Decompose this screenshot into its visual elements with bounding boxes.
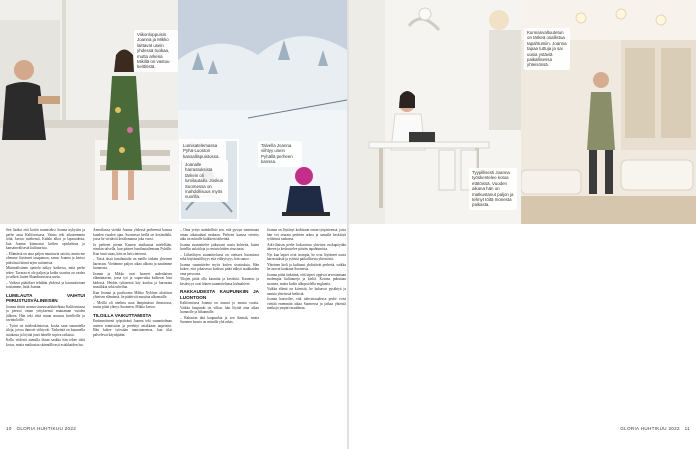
article-paragraph: Joanna suunnittelee jatkuvasti uusia kohteita, kuten hotellin aulatiloja ja ravintoloiden sisustusta. xyxy=(180,242,259,251)
magazine-name-right: GLORIA HUHTIKUU 2022 xyxy=(620,426,680,431)
article-paragraph: – Meillä oli unelma asua lämpimässä ilmastossa, mutta pitää yhteys Suomeen, Mikko kertoo. xyxy=(93,300,172,309)
kitchen-caption: Viikonloppuisin Joanna ja Mikko laittavat usein yhdessä ruokaa, mutta arkena Mikillä on vastuu keittiöstä. xyxy=(134,30,178,72)
snow-photo xyxy=(178,0,347,224)
article-column-4 xyxy=(267,228,346,420)
article-paragraph: – Elämässä on aina paljon muuttuvia asioita, mutta me olemme löytäneet tasapainon, sanoo Joanna ja kertoo pitävänsä kiinni arjen rutiineista. xyxy=(6,251,85,265)
article-paragraph: Nyt kun lapset ovat isompia, he ovat löytäneet uusia harrastuksia ja ystäviä paikallisesta yhteisöstä. xyxy=(267,252,346,261)
page-number-left: 10 xyxy=(6,426,12,431)
article-paragraph: Vaikka elämä on kiireistä, he haluavat pysähtyä ja nauttia yhteisistä hetkistä. xyxy=(267,287,346,296)
article-paragraph: Ja perheen pienin Kaaren matkustaa mielellään, etenkin talvella, kun pääsee lumilautailemaan Pyhälle. Kun lumi sataa, hän on heti rinteessä. xyxy=(93,242,172,256)
article-paragraph: – Tässä iässä lumilautailu on meille tärkein yhteinen harrastus. Vietämme paljon aikaa ulkona ja nautimme luonnosta. xyxy=(93,257,172,270)
footer-right xyxy=(620,426,690,431)
article-subheading: TILOILLA VAIKUTTAMISTA xyxy=(93,312,152,318)
article-paragraph: Kello viidestä aamulla iltaan saakka hän tekee töitä kotoa, mutta matkustaa säännöllisesti asiakkaiden luo. xyxy=(6,338,85,347)
snow-caption-3: Talvella Joanna viihtyy usein Pyhällä perheen kanssa. xyxy=(258,141,302,167)
article-paragraph: Kaliforniassa Joanna on asunut jo monta vuotta. Vaikka kaupunki on vilkas, hän löytää aina aikaa luonnolle ja liikunnalle. xyxy=(180,301,259,315)
article-paragraph: Yhteinen kieli ja kulttuuri yhdistävät perhettä, vaikka he asuvat kaukana Suomesta. xyxy=(267,262,346,271)
footer-left xyxy=(6,426,76,431)
snow-caption-1: Lumisatelemassa Pyhä-Luoston kansallispuistossa. xyxy=(180,141,226,161)
kitchen-photo xyxy=(0,0,178,224)
article-subheading: LUMILAUTA VAIHTUI PIIRUSTUSVÄLINEISIIN xyxy=(6,292,85,304)
office-caption: Tyypillisesti Joanna työskentelee kotoa etätöissä. Vuoden aikana hän on matkustanut paljon ja tehnyt töitä monesta paikasta. xyxy=(469,168,517,210)
article-paragraph: Joanna haaveilee, että tulevaisuudessa perhe voisi viettää enemmän aikaa Suomessa ja jatkaa yhteisiä matkoja ympäri maailmaa. xyxy=(267,297,346,310)
article-paragraph: Joanna suunnittelee myös kotien sisustuksia. Hän kokee, että jokaisessa kodissa pitää näkyä asukkaiden oma persoona. xyxy=(180,262,259,276)
article-column-1 xyxy=(6,228,85,420)
article-column-2 xyxy=(93,228,172,420)
magazine-name-left: GLORIA HUHTIKUU 2022 xyxy=(16,426,77,431)
article-paragraph: – Vaikeat päätökset tehdään yhdessä ja kunnioitetaan toisiamme, lisää Joanna. xyxy=(6,280,85,289)
article-paragraph: Ensimmäisenä työpäivänä Joanna teki suunnitelman uuteen toimistoon ja perehtyi asiakkaan tarpeisiin. Hän kokee työssään onnistuneensa, kun tilat palvelevat käyttäjiään. xyxy=(93,319,172,337)
article-paragraph: Joanna on löytänyt kodistaan oman työpisteensä, josta hän voi seurata perheen arkea ja samalla keskittyä työhönsä rauhassa. xyxy=(267,228,346,241)
page-number-right: 11 xyxy=(684,426,690,431)
article-paragraph: Arki-iltaisin perhe kokoontuu yhteisen ruokapöydän ääreen ja keskustelee päivän tapahtumista. xyxy=(267,242,346,251)
article-paragraph: Kun Joanna ja puolisonsa Mikko Nyblom aloittivat yhteisen elämänsä, he päättivät muuttaa ulkomaille. xyxy=(93,290,172,299)
snow-caption-2: Joanalle harrastuksista tärkein oli lumilautailu. Joskus Suomessa on mahdollisuus myös vuorilla. xyxy=(182,160,228,202)
article-paragraph: Amerikassa viettää Joanna yhdessä perheensä kanssa kuuden vuoden ajan. Suomessa heillä on kesämökki, jossa he viettävät kesälomansa joka vuosi. xyxy=(93,228,172,241)
article-paragraph: Sen lisäksi että kotiin tuomiseksi Joanna nykyisin ja perhe asuu Kaliforniassa. Vaimo teki aikaisemmin töitä, kertoo miehensä. Kaikki alkoi jo lapsuudesta, kun Joanna kiinnostui kielten opiskelusta ja kansainvälisestä kulttuurista. xyxy=(6,228,85,250)
office-photo xyxy=(349,0,521,224)
article-paragraph: – Oma yritys mahdollisti sen, että pystyn toimimaan oman aikatauluni mukaan. Perheen kanssa vietetty aika on minulle kaikkein tärkeintä. xyxy=(180,228,259,241)
lounge-photo xyxy=(521,0,696,224)
article-paragraph: Joanna aloitti uransa sisustusarkkitehtina Kaliforniassa ja perusti oman yrityksensä muutaman vuoden jälkeen. Hän teki töitä muun muassa hotelleille ja ravintoloille. xyxy=(6,304,85,323)
article-column-3 xyxy=(180,228,259,420)
article-paragraph: Minimalistinen ajattelu näkyy kaikessa, mitä perhe tekee. Tavaraa ei ole paljon ja kodin sisustus on vaalea ja selkeä, kuten Skandinaviassa usein. xyxy=(6,266,85,279)
article-paragraph: – Liiketilojen suunnittelussa on otettava huomioon sekä käytännöllisyys että viihtyisyys, hän sanoo. xyxy=(180,252,259,261)
article-paragraph: Joanna ja Mikko ovat luoneet uudenlaisen elämäntavan, jossa työ ja vapaa-aika kulkevat käsi kädessä. Heidän tyttärensä käy koulua ja harrastaa musiikkia sekä urheilua. xyxy=(93,271,172,289)
article-subheading: RAKKAUDESTA KAUPUNKIIN JA LUONTOON xyxy=(180,289,259,300)
article-paragraph: Joanna pitää tärkeänä, että lapset oppivat arvostamaan molempia kulttuureja ja kieliä. Kotona puhutaan suomea, mutta kodin ulkopuolella englantia. xyxy=(267,272,346,286)
article-paragraph: Tilojen pitää olla kauniita ja kestäviä. Kauneus ja kestävyys ovat hänen suunnittelunsa kulmakivet. xyxy=(180,277,259,286)
article-paragraph: – Työni on mielenkiintoista, koska saan suunnitella tiloja, joissa ihmiset viihtyvät. Tärkeintä on kuunnella asiakasta ja löytää juuri hänelle sopiva ratkaisu. xyxy=(6,323,85,337)
article-paragraph: – Rakastan tätä kaupunkia ja sen ihmisiä, mutta Suomen luonto on minulle yhä rakas. xyxy=(180,315,259,325)
lounge-caption: Kunnanvaltuutetun on tärkeä osallistua tapahtumiin. Joanna tapaa tuttuja ja sai uusia ystäviä paikallisessa yhteisössä. xyxy=(524,28,570,70)
